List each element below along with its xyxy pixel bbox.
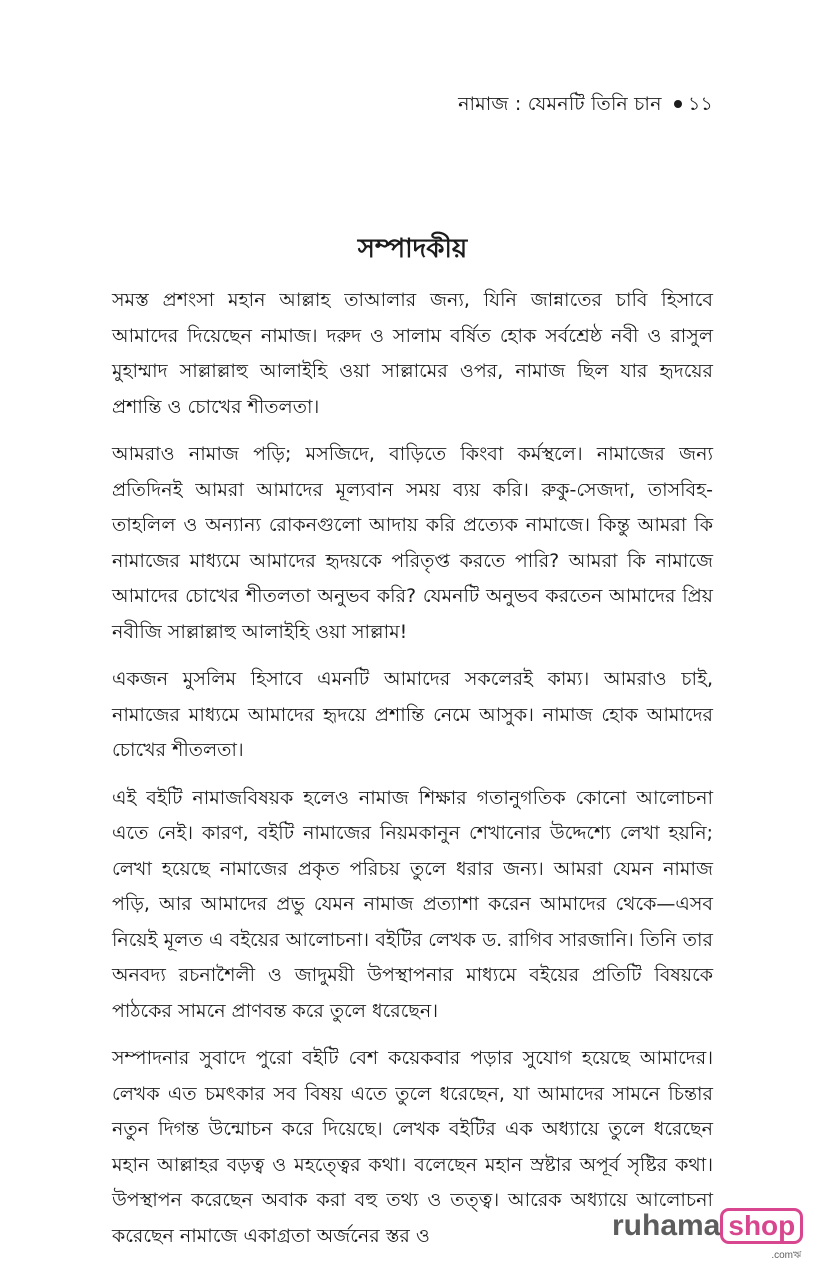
body-text	[112, 283, 713, 1266]
running-head-title: নামাজ : যেমনটি তিনি চান	[458, 93, 662, 115]
logo-domain: .comঋ	[771, 1250, 802, 1261]
running-head	[458, 90, 713, 122]
paragraph: এই বইটি নামাজবিষয়ক হলেও নামাজ শিক্ষার গতানুগতিক কোনো আলোচনা এতে নেই। কারণ, বইটি নামাজের নিয়মকানুন শেখানোর উদ্দেশ্যে লেখা হয়নি; লেখা হয়েছে নামাজের প্রকৃত পরিচয় তুলে ধরার জন্য। আমরা যেমন নামাজ পড়ি, আর আমাদের প্রভু যেমন নামাজ প্রত্যাশা করেন আমাদের থেকে—এসব নিয়েই মূলত এ বইয়ের আলোচনা। বইটির লেখক ড. রাগিব সারজানি। তিনি তার অনবদ্য রচনাশৈলী ও জাদুময়ী উপস্থাপনার মাধ্যমে বইয়ের প্রতিটি বিষয়কে পাঠকের সামনে প্রাণবন্ত করে তুলে ধরেছেন।	[112, 786, 713, 1022]
logo-word: ruhama	[612, 1209, 721, 1242]
paragraph: সমস্ত প্রশংসা মহান আল্লাহ তাআলার জন্য, যিনি জান্নাতের চাবি হিসাবে আমাদের দিয়েছেন নামাজ। দরুদ ও সালাম বর্ষিত হোক সর্বশ্রেষ্ঠ নবী ও রাসুল মুহাম্মাদ সাল্লাল্লাহু আলাইহি ওয়া সাল্লামের ওপর, নামাজ ছিল যার হৃদয়ের প্রশান্তি ও চোখের শীতলতা।	[112, 289, 713, 418]
logo-badge: shop	[720, 1208, 803, 1244]
ruhamashop-watermark-logo	[612, 1208, 803, 1261]
paragraph: একজন মুসলিম হিসাবে এমনটি আমাদের সকলেরই কাম্য। আমরাও চাই, নামাজের মাধ্যমে আমাদের হৃদয়ে প্রশান্তি নেমে আসুক। নামাজ হোক আমাদের চোখের শীতলতা।	[112, 668, 713, 761]
page-number: ১১	[687, 93, 713, 115]
bullet-icon	[674, 100, 682, 108]
page-title: সম্পাদকীয়	[357, 234, 468, 264]
paragraph: সম্পাদনার সুবাদে পুরো বইটি বেশ কয়েকবার পড়ার সুযোগ হয়েছে আমাদের। লেখক এত চমৎকার সব বিষয় এতে তুলে ধরেছেন, যা আমাদের সামনে চিন্তার নতুন দিগন্ত উন্মোচন করে দিয়েছে। লেখক বইটির এক অধ্যায়ে তুলে ধরেছেন মহান আল্লাহর বড়ত্ব ও মহত্ত্বের কথা। বলেছেন মহান স্রষ্টার অপূর্ব সৃষ্টির কথা। উপস্থাপন করেছেন অবাক করা বহু তথ্য ও তত্ত্ব। আরেক অধ্যায়ে আলোচনা করেছেন নামাজে একাগ্রতা অর্জনের স্তর ও	[112, 1047, 713, 1247]
paragraph: আমরাও নামাজ পড়ি; মসজিদে, বাড়িতে কিংবা কর্মস্থলে। নামাজের জন্য প্রতিদিনই আমরা আমাদের মূল্যবান সময় ব্যয় করি। রুকু-সেজদা, তাসবিহ-তাহলিল ও অন্যান্য রোকনগুলো আদায় করি প্রত্যেক নামাজে। কিন্তু আমরা কি নামাজের মাধ্যমে আমাদের হৃদয়কে পরিতৃপ্ত করতে পারি? আমরা কি নামাজে আমাদের চোখের শীতলতা অনুভব করি? যেমনটি অনুভব করতেন আমাদের প্রিয় নবীজি সাল্লাল্লাহু আলাইহি ওয়া সাল্লাম!	[112, 443, 713, 643]
